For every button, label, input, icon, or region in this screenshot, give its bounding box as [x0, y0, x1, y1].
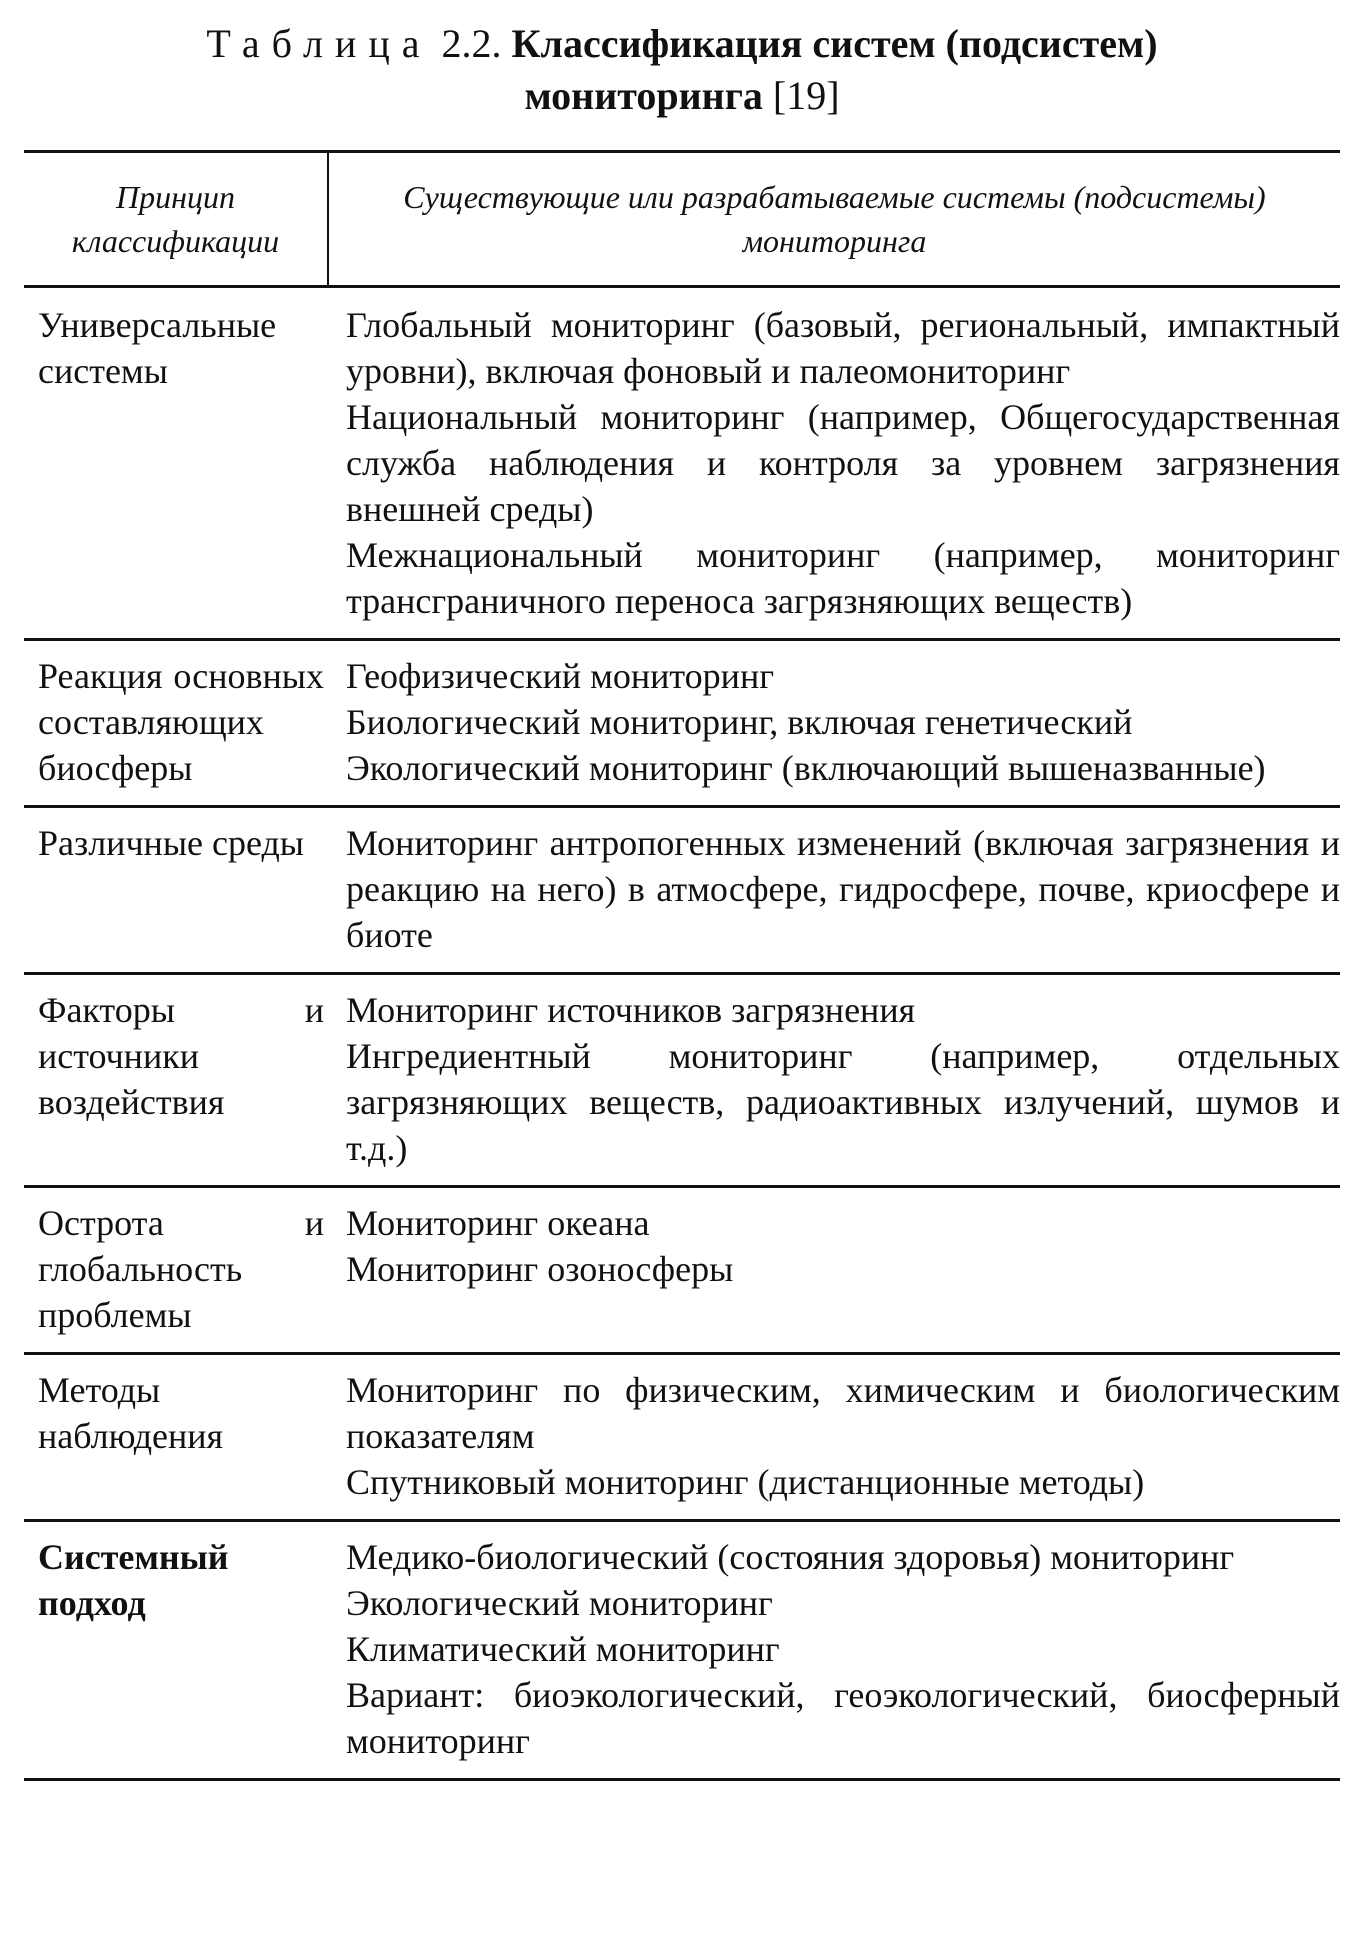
- cell-principle: Различные среды: [24, 807, 328, 974]
- system-item: Геофизический мониторинг: [346, 656, 774, 696]
- system-item: Вариант: биоэкологический, геоэкологический, биосферный мониторинг: [346, 1675, 1340, 1761]
- cell-systems: [328, 1354, 1340, 1521]
- table-row: [24, 287, 1340, 640]
- system-item: Климатический мониторинг: [346, 1629, 780, 1669]
- caption-label: Таблица: [206, 21, 432, 66]
- caption-number: 2.2.: [441, 21, 502, 66]
- system-item: Мониторинг океана: [346, 1203, 650, 1243]
- system-item: Межнациональный мониторинг (например, мониторинг трансграничного переноса загрязняющих веществ): [346, 535, 1340, 621]
- cell-principle: Факторы и источники воздействия: [24, 974, 328, 1187]
- system-item: Национальный мониторинг (например, Общегосударственная служба наблюдения и контроля за уровнем загрязнения внешней среды): [346, 397, 1340, 529]
- header-systems: Существующие или разрабатываемые системы (подсистемы) мониторинга: [328, 152, 1340, 287]
- classification-table: [24, 150, 1340, 1781]
- system-item: Мониторинг по физическим, химическим и биологическим показателям: [346, 1370, 1340, 1456]
- cell-principle: Острота и глобальность проблемы: [24, 1187, 328, 1354]
- table-row: [24, 807, 1340, 974]
- system-item: Экологический мониторинг: [346, 1583, 773, 1623]
- caption-line-1: [0, 18, 1364, 122]
- system-item: Глобальный мониторинг (базовый, региональный, импактный уровни), включая фоновый и палеомониторинг: [346, 305, 1340, 391]
- cell-systems: [328, 974, 1340, 1187]
- cell-systems: [328, 807, 1340, 974]
- table-row: [24, 1354, 1340, 1521]
- system-item: Мониторинг источников загрязнения: [346, 990, 916, 1030]
- table-caption: [0, 18, 1364, 122]
- cell-systems: [328, 287, 1340, 640]
- cell-principle: Универсальные системы: [24, 287, 328, 640]
- caption-reference: [19]: [772, 73, 840, 118]
- table-header-row: [24, 152, 1340, 287]
- table-row: [24, 1521, 1340, 1780]
- system-item: Экологический мониторинг (включающий вышеназванные): [346, 748, 1266, 788]
- table-row: [24, 640, 1340, 807]
- system-item: Ингредиентный мониторинг (например, отдельных загрязняющих веществ, радиоактивных излучений, шумов и т.д.): [346, 1036, 1340, 1168]
- table-body: [24, 287, 1340, 1780]
- cell-systems: [328, 1187, 1340, 1354]
- cell-principle: Методы наблюдения: [24, 1354, 328, 1521]
- system-item: Медико-биологический (состояния здоровья) мониторинг: [346, 1537, 1235, 1577]
- system-item: Мониторинг озоносферы: [346, 1249, 734, 1289]
- cell-systems: [328, 1521, 1340, 1780]
- caption-title: Классификация систем (подсистем) мониторинга: [511, 21, 1158, 118]
- system-item: Биологический мониторинг, включая генетический: [346, 702, 1133, 742]
- header-principle: Принцип классификации: [24, 152, 328, 287]
- cell-principle: Системный подход: [24, 1521, 328, 1780]
- cell-principle: Реакция основных составляющих биосферы: [24, 640, 328, 807]
- system-item: Спутниковый мониторинг (дистанционные методы): [346, 1462, 1145, 1502]
- table-row: [24, 974, 1340, 1187]
- cell-systems: [328, 640, 1340, 807]
- system-item: Мониторинг антропогенных изменений (включая загрязнения и реакцию на него) в атмосфере, гидросфере, почве, криосфере и биоте: [346, 823, 1340, 955]
- table-row: [24, 1187, 1340, 1354]
